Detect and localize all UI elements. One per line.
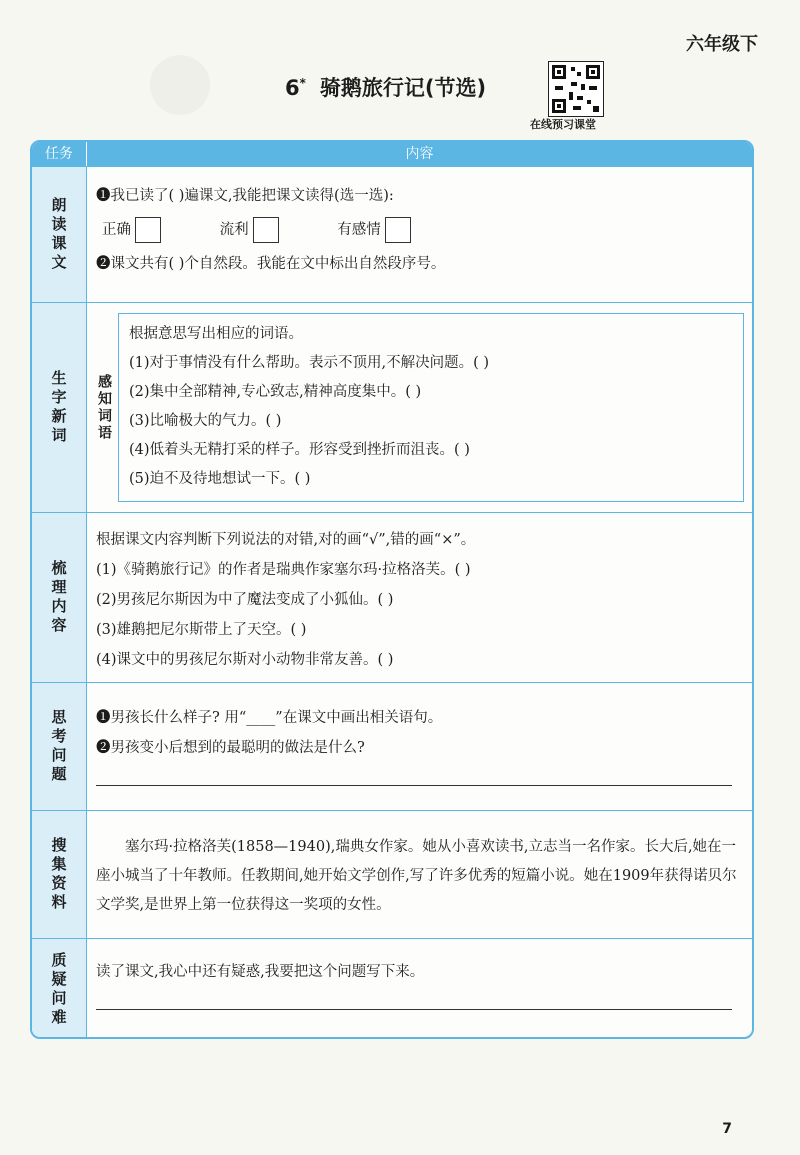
- question-line: (3)雄鹅把尼尔斯带上了天空。( ): [96, 622, 307, 638]
- table-header: [32, 142, 752, 166]
- checkbox-fluent[interactable]: [253, 217, 279, 243]
- table-row-questions: [32, 938, 752, 1039]
- row-content: [96, 703, 740, 786]
- qr-caption: 在线预习课堂: [530, 118, 596, 131]
- question-line: (5)迫不及待地想试一下。( ): [129, 471, 311, 487]
- row-label: 朗读课文: [32, 167, 87, 302]
- answer-line[interactable]: [96, 987, 732, 1010]
- question-line: ❶男孩长什么样子? 用“____”在课文中画出相关语句。: [96, 710, 443, 726]
- question-line: ❷课文共有( )个自然段。我能在文中标出自然段序号。: [96, 256, 446, 272]
- question-line: ❶我已读了( )遍课文,我能把课文读得(选一选):: [96, 188, 394, 204]
- table-row-reading: [32, 166, 752, 302]
- row-content: [96, 181, 740, 279]
- sub-label: 感知词语: [90, 313, 119, 502]
- answer-line[interactable]: [96, 763, 732, 786]
- instruction: 读了课文,我心中还有疑惑,我要把这个问题写下来。: [96, 964, 425, 980]
- table-row-thinking: [32, 682, 752, 810]
- row-label: 思考问题: [32, 683, 87, 810]
- row-label: 梳理内容: [32, 513, 87, 682]
- row-content: [96, 833, 740, 920]
- row-label: 生字新词: [32, 303, 87, 512]
- reading-options: [96, 215, 740, 245]
- preview-task-table: [30, 140, 754, 1039]
- table-row-research: [32, 810, 752, 938]
- instruction: 根据课文内容判断下列说法的对错,对的画“√”,错的画“×”。: [96, 532, 476, 548]
- question-line: (3)比喻极大的气力。( ): [129, 413, 282, 429]
- instruction: 根据意思写出相应的词语。: [129, 326, 303, 342]
- checkbox-correct[interactable]: [135, 217, 161, 243]
- column-header-task: 任务: [45, 146, 73, 162]
- lesson-title: 6* 骑鹅旅行记(节选): [285, 76, 487, 100]
- row-label: 搜集资料: [32, 811, 87, 938]
- qr-code-icon[interactable]: [548, 61, 604, 117]
- page-number: 7: [722, 1121, 732, 1137]
- faded-stamp-image: [150, 55, 210, 115]
- grade-label: 六年级下: [686, 34, 758, 55]
- table-row-vocabulary: [32, 302, 752, 512]
- column-header-content: 内容: [86, 142, 752, 166]
- question-line: (2)男孩尼尔斯因为中了魔法变成了小狐仙。( ): [96, 592, 394, 608]
- question-line: (1)对于事情没有什么帮助。表示不顶用,不解决问题。( ): [129, 355, 490, 371]
- row-content: [96, 525, 740, 675]
- question-line: (2)集中全部精神,专心致志,精神高度集中。( ): [129, 384, 422, 400]
- row-label: 质疑问难: [32, 939, 87, 1039]
- row-content: [96, 957, 740, 1010]
- option-label: 流利: [219, 222, 249, 238]
- question-line: (1)《骑鹅旅行记》的作者是瑞典作家塞尔玛·拉格洛芙。( ): [96, 562, 471, 578]
- author-paragraph: 塞尔玛·拉格洛芙(1858—1940),瑞典女作家。她从小喜欢读书,立志当一名作家。长大后,她在一座小城当了十年教师。任教期间,她开始文学创作,写了许多优秀的短篇小说。她在1909年获得诺贝尔文学奖,是世界上第一位获得这一奖项的女性。: [96, 839, 737, 913]
- option-label: 正确: [102, 222, 131, 238]
- question-line: (4)课文中的男孩尼尔斯对小动物非常友善。( ): [96, 652, 394, 668]
- option-label: 有感情: [337, 222, 381, 238]
- checkbox-expressive[interactable]: [385, 217, 411, 243]
- question-line: ❷男孩变小后想到的最聪明的做法是什么?: [96, 740, 365, 756]
- table-row-content-review: [32, 512, 752, 682]
- question-line: (4)低着头无精打采的样子。形容受到挫折而沮丧。( ): [129, 442, 470, 458]
- vocabulary-exercise: [118, 313, 744, 502]
